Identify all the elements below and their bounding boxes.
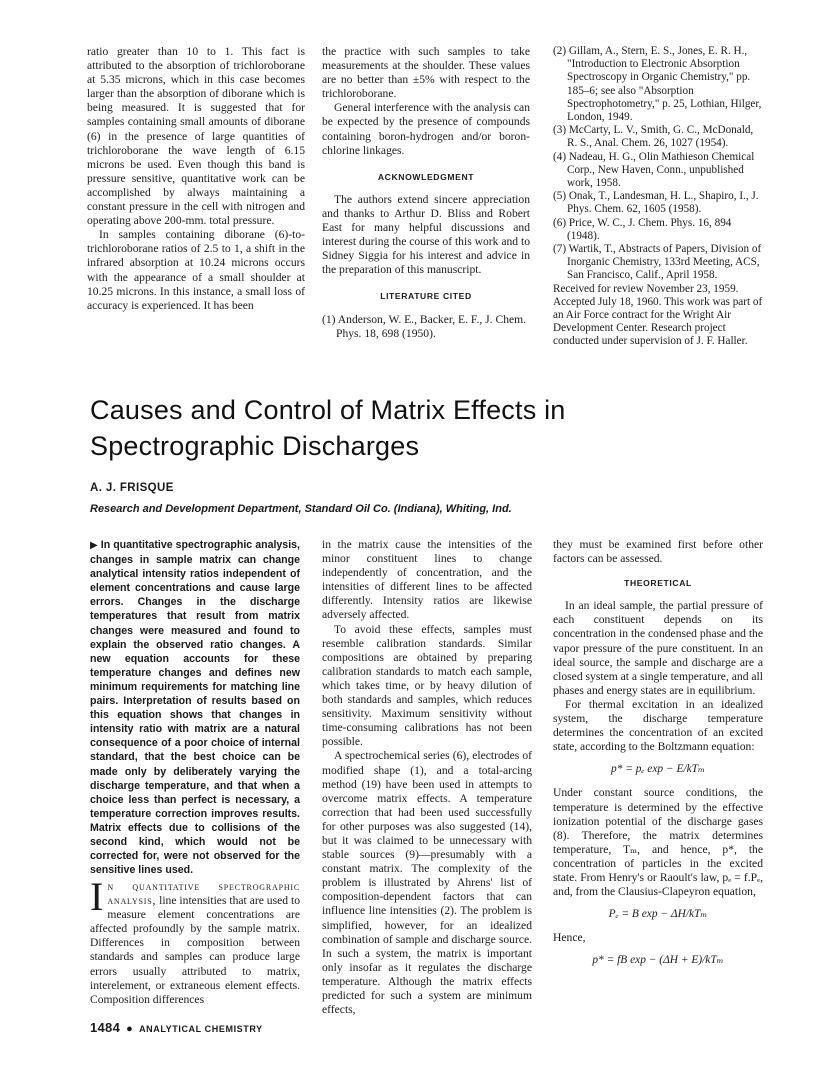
reference-item: (6) Price, W. C., J. Chem. Phys. 16, 894 (1948). — [553, 216, 732, 242]
intro-paragraph — [90, 874, 300, 1007]
reference-item: (4) Nadeau, H. G., Olin Mathieson Chemical Corp., New Haven, Conn., unpublished work, 1958. — [553, 150, 755, 190]
top-column-3 — [553, 45, 763, 349]
top-column-1 — [87, 45, 305, 313]
reference-item: (1) Anderson, W. E., Backer, E. F., J. Chem. Phys. 18, 698 (1950). — [322, 312, 527, 340]
paragraph: In samples containing diborane (6)-to-trichloroborane ratios of 2.5 to 1, a shift in the infrared absorption at 10.24 microns occurs with the appearance of a small shoulder at 10.25 microns. In this instance, a small loss of accuracy is experienced. It has been — [87, 228, 305, 312]
journal-name: ANALYTICAL CHEMISTRY — [139, 1024, 263, 1034]
literature-cited-heading: LITERATURE CITED — [380, 291, 472, 302]
body-column-2 — [322, 538, 532, 1017]
article-author: A. J. FRISQUE — [90, 482, 174, 494]
paragraph: Under constant source conditions, the temperature is determined by the effective ionization potential of the discharge gases (8). Therefore, the matrix determines temperature, Tₘ, and hence, p*, the concentration of particles in the excited state. From Henry's or Raoult's law, pₑ = f.Pₑ, and, from the Clausius-Clapeyron equation, — [553, 786, 763, 899]
paragraph: A spectrochemical series (6), electrodes of modified shape (1), and a total-arcing method (19) have been used in attempts to overcome matrix effects. A temperature correction that had been used successfully for other purposes was also suggested (14), but it was claimed to be unnecessary with stable sources (9)—presumably with a constant matrix. The complexity of the problem is illustrated by Ahrens' list of composition-dependent factors that can influence line intensities (2). The problem is simplified, however, for an idealized combination of sample and discharge source. In such a system, the matrix is important only insofar as it regulates the discharge temperature. Although the matrix effects predicted for such a system are minimum effects, — [322, 749, 532, 1017]
reference-item: (3) McCarty, L. V., Smith, G. C., McDonald, R. S., Anal. Chem. 26, 1027 (1954). — [553, 124, 754, 150]
equation-combined: p* = fB exp − (ΔH + E)/kTₘ — [592, 954, 724, 967]
paragraph: To avoid these effects, samples must resemble calibration standards. Similar compositions are obtained by preparing calibration standards to match each sample, which takes time, or by heavy dilution of both standards and samples, which reduces sensitivity. Maximum sensitivity without time-consuming calibrations has not been possible. — [322, 622, 532, 749]
paragraph: ratio greater than 10 to 1. This fact is attributed to the absorption of trichloroborane at 5.35 microns, which in this case becomes larger than the absorption of diborane which is being measured. It is suggested that for samples containing small amounts of diborane (6) in the presence of large quantities of trichloroborane the wave length of 6.15 microns be used. Even though this band is pressure sensitive, quantitative work can be accomplished by always maintaining a constant pressure in the cell with nitrogen and operating above 200-mm. total pressure. — [87, 45, 305, 228]
abstract — [90, 538, 300, 877]
paragraph: the practice with such samples to take measurements at the shoulder. These values are no better than ±5% with respect to the trichloroborane. — [322, 45, 530, 101]
reference-item: (5) Onak, T., Landesman, H. L., Shapiro, I., J. Phys. Chem. 62, 1605 (1958). — [553, 190, 759, 216]
paragraph — [90, 874, 300, 1007]
top-column-2 — [322, 45, 530, 341]
intro-smallcaps: n quantitative spectrographic analysis, — [107, 880, 300, 908]
body-column-3 — [553, 538, 763, 977]
equation-clausius-clapeyron: Pₑ = B exp − ΔH/kTₘ — [608, 908, 708, 921]
triangle-bullet-icon: ▶ — [90, 540, 98, 551]
drop-cap: I — [90, 874, 104, 919]
paragraph: they must be examined first before other factors can be assessed. — [553, 538, 763, 566]
acknowledgment-heading: ACKNOWLEDGMENT — [377, 171, 475, 182]
page-footer — [90, 1020, 263, 1035]
intro-text: line intensities that are used to measure element concentrations are affected profoundly by the sample matrix. Differences in composition between standards and samples can produce large errors usually attributed to matrix, interelement, or extraneous element effects. Composition differences — [90, 894, 300, 1006]
paragraph: In an ideal sample, the partial pressure of each constituent depends on its concentration in the condensed phase and the vapor pressure of the pure constituent. In an ideal source, the sample and discharge are a closed system at a single temperature, and all phases and energy states are in equilibrium. — [553, 599, 763, 697]
article-title: Causes and Control of Matrix Effects in Spectrographic Discharges — [90, 395, 566, 461]
paragraph: General interference with the analysis can be expected by the presence of compounds containing boron-hydrogen and/or boron-chlorine linkages. — [322, 101, 530, 157]
page-number: 1484 — [90, 1020, 121, 1035]
acknowledgment-text: The authors extend sincere appreciation and thanks to Arthur D. Bliss and Robert East for many helpful discussions and interest during the course of this work and to Sidney Siggia for his interest and advice in the preparation of this manuscript. — [322, 192, 530, 277]
theoretical-heading: THEORETICAL — [624, 578, 692, 589]
paragraph: Hence, — [553, 931, 586, 945]
article-affiliation: Research and Development Department, Standard Oil Co. (Indiana), Whiting, Ind. — [90, 503, 512, 515]
equation-boltzmann: p* = pₑ exp − E/kTₘ — [611, 763, 705, 776]
abstract-text: In quantitative spectrographic analysis, changes in sample matrix can change analytical intensity ratios independent of element concentrations and cause large errors. Changes in the discharge temperatures that result from matrix changes were measured and found to explain the observed ratio changes. A new equation accounts for these temperature changes and defines new minimum requirements for matching line pairs. Interpretation of results based on this equation shows that changes in intensity ratio with matrix are a natural consequence of a poor choice of internal standard, that the best choice can be made only by deliberately varying the discharge temperature, and that when a choice less than perfect is necessary, a temperature correction improves results. Matrix effects due to collisions of the second kind, which would not be corrected for, were not observed for the sensitive lines used. — [90, 539, 300, 877]
reference-item: (7) Wartik, T., Abstracts of Papers, Division of Inorganic Chemistry, 133rd Meeting, ACS, San Francisco, Calif., April 1958. — [553, 243, 762, 282]
received-note: Received for review November 23, 1959. Accepted July 18, 1960. This work was part of an Air Force contract for the Wright Air Development Center. Research project conducted under supervision of J. F. Haller. — [553, 282, 763, 348]
paragraph: For thermal excitation in an idealized system, the discharge temperature determines the concentration of an excited state, according to the Boltzmann equation: — [553, 697, 763, 754]
bullet-dot-icon: ● — [126, 1023, 134, 1035]
reference-item: (2) Gillam, A., Stern, E. S., Jones, E. R. H., "Introduction to Electronic Absorption Spectroscopy in Organic Chemistry," pp. 185–6; see also "Absorption Spectrophotometry," p. 25, Lothian, Hilger, London, 1949. — [553, 45, 762, 124]
paragraph: in the matrix cause the intensities of the minor constituent lines to change independently of concentration, and the intensities of different lines to be affected differently. Intensity ratios are likewise adversely affected. — [322, 538, 532, 622]
